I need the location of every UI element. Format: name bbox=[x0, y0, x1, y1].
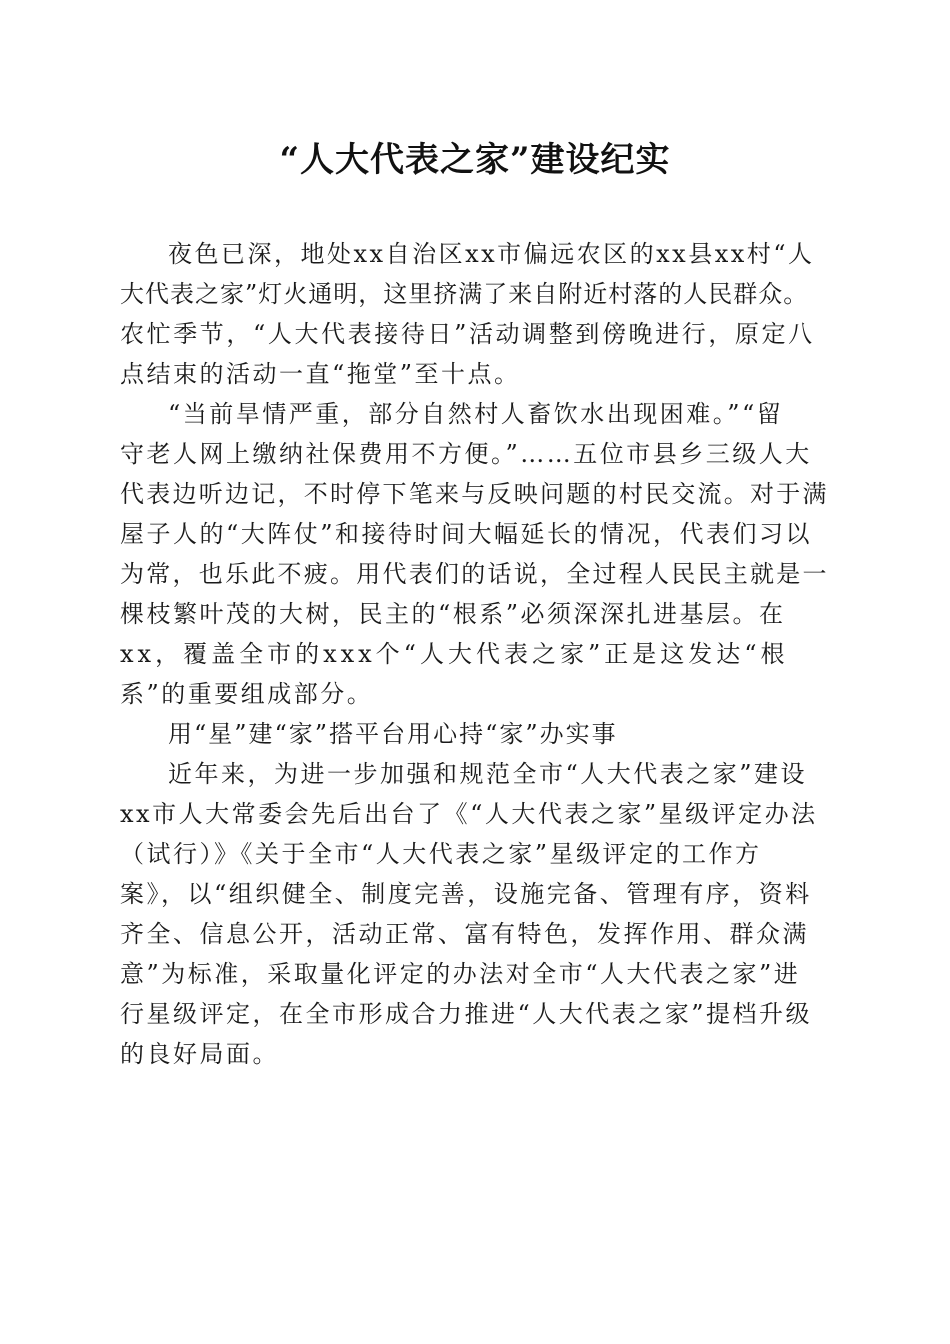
paragraph-line: 案》，以“组织健全、制度完善，设施完备、管理有序，资料 bbox=[120, 880, 812, 908]
paragraph-line: 农忙季节，“人大代表接待日”活动调整到傍晚进行，原定八 bbox=[120, 320, 815, 348]
paragraph-line: 代表边听边记，不时停下笔来与反映问题的村民交流。对于满 bbox=[120, 480, 829, 508]
paragraph-line: 棵枝繁叶茂的大树，民主的“根系”必须深深扎进基层。在 bbox=[120, 600, 786, 628]
paragraph-line: 意”为标准，采取量化评定的办法对全市“人大代表之家”进 bbox=[120, 960, 801, 988]
document-body bbox=[120, 234, 832, 1074]
paragraph-line: xx市人大常委会先后出台了《“人大代表之家”星级评定办法 bbox=[120, 800, 818, 828]
paragraph-line: 的良好局面。 bbox=[120, 1040, 279, 1068]
paragraph-line: 大代表之家”灯火通明，这里挤满了来自附近村落的人民群众。 bbox=[120, 280, 809, 308]
document-title: “人大代表之家”建设纪实 bbox=[279, 140, 671, 180]
paragraph-2 bbox=[120, 394, 832, 714]
paragraph-line: “当前旱情严重，部分自然村人畜饮水出现困难。”“留 bbox=[168, 400, 784, 428]
paragraph-line: xx，覆盖全市的xxx个“人大代表之家”正是这发达“根 bbox=[120, 640, 789, 668]
paragraph-line: 守老人网上缴纳社保费用不方便。”……五位市县乡三级人大 bbox=[120, 440, 812, 468]
paragraph-line: （试行）》《关于全市“人大代表之家”星级评定的工作方 bbox=[120, 840, 762, 868]
paragraph-line: 系”的重要组成部分。 bbox=[120, 680, 374, 708]
paragraph-line: 齐全、信息公开，活动正常、富有特色，发挥作用、群众满 bbox=[120, 920, 809, 948]
paragraph-line: 行星级评定，在全市形成合力推进“人大代表之家”提档升级 bbox=[120, 1000, 813, 1028]
paragraph-line: 近年来，为进一步加强和规范全市“人大代表之家”建设 bbox=[168, 760, 808, 788]
section-subheading bbox=[120, 714, 832, 754]
paragraph-line: 夜色已深，地处xx自治区xx市偏远农区的xx县xx村“人 bbox=[168, 240, 815, 268]
paragraph-1 bbox=[120, 234, 832, 394]
subheading-line: 用“星”建“家”搭平台用心持“家”办实事 bbox=[168, 720, 618, 748]
paragraph-line: 屋子人的“大阵仗”和接待时间大幅延长的情况，代表们习以 bbox=[120, 520, 813, 548]
paragraph-line: 为常，也乐此不疲。用代表们的话说，全过程人民民主就是一 bbox=[120, 560, 829, 588]
paragraph-line: 点结束的活动一直“拖堂”至十点。 bbox=[120, 360, 521, 388]
paragraph-3 bbox=[120, 754, 832, 1074]
